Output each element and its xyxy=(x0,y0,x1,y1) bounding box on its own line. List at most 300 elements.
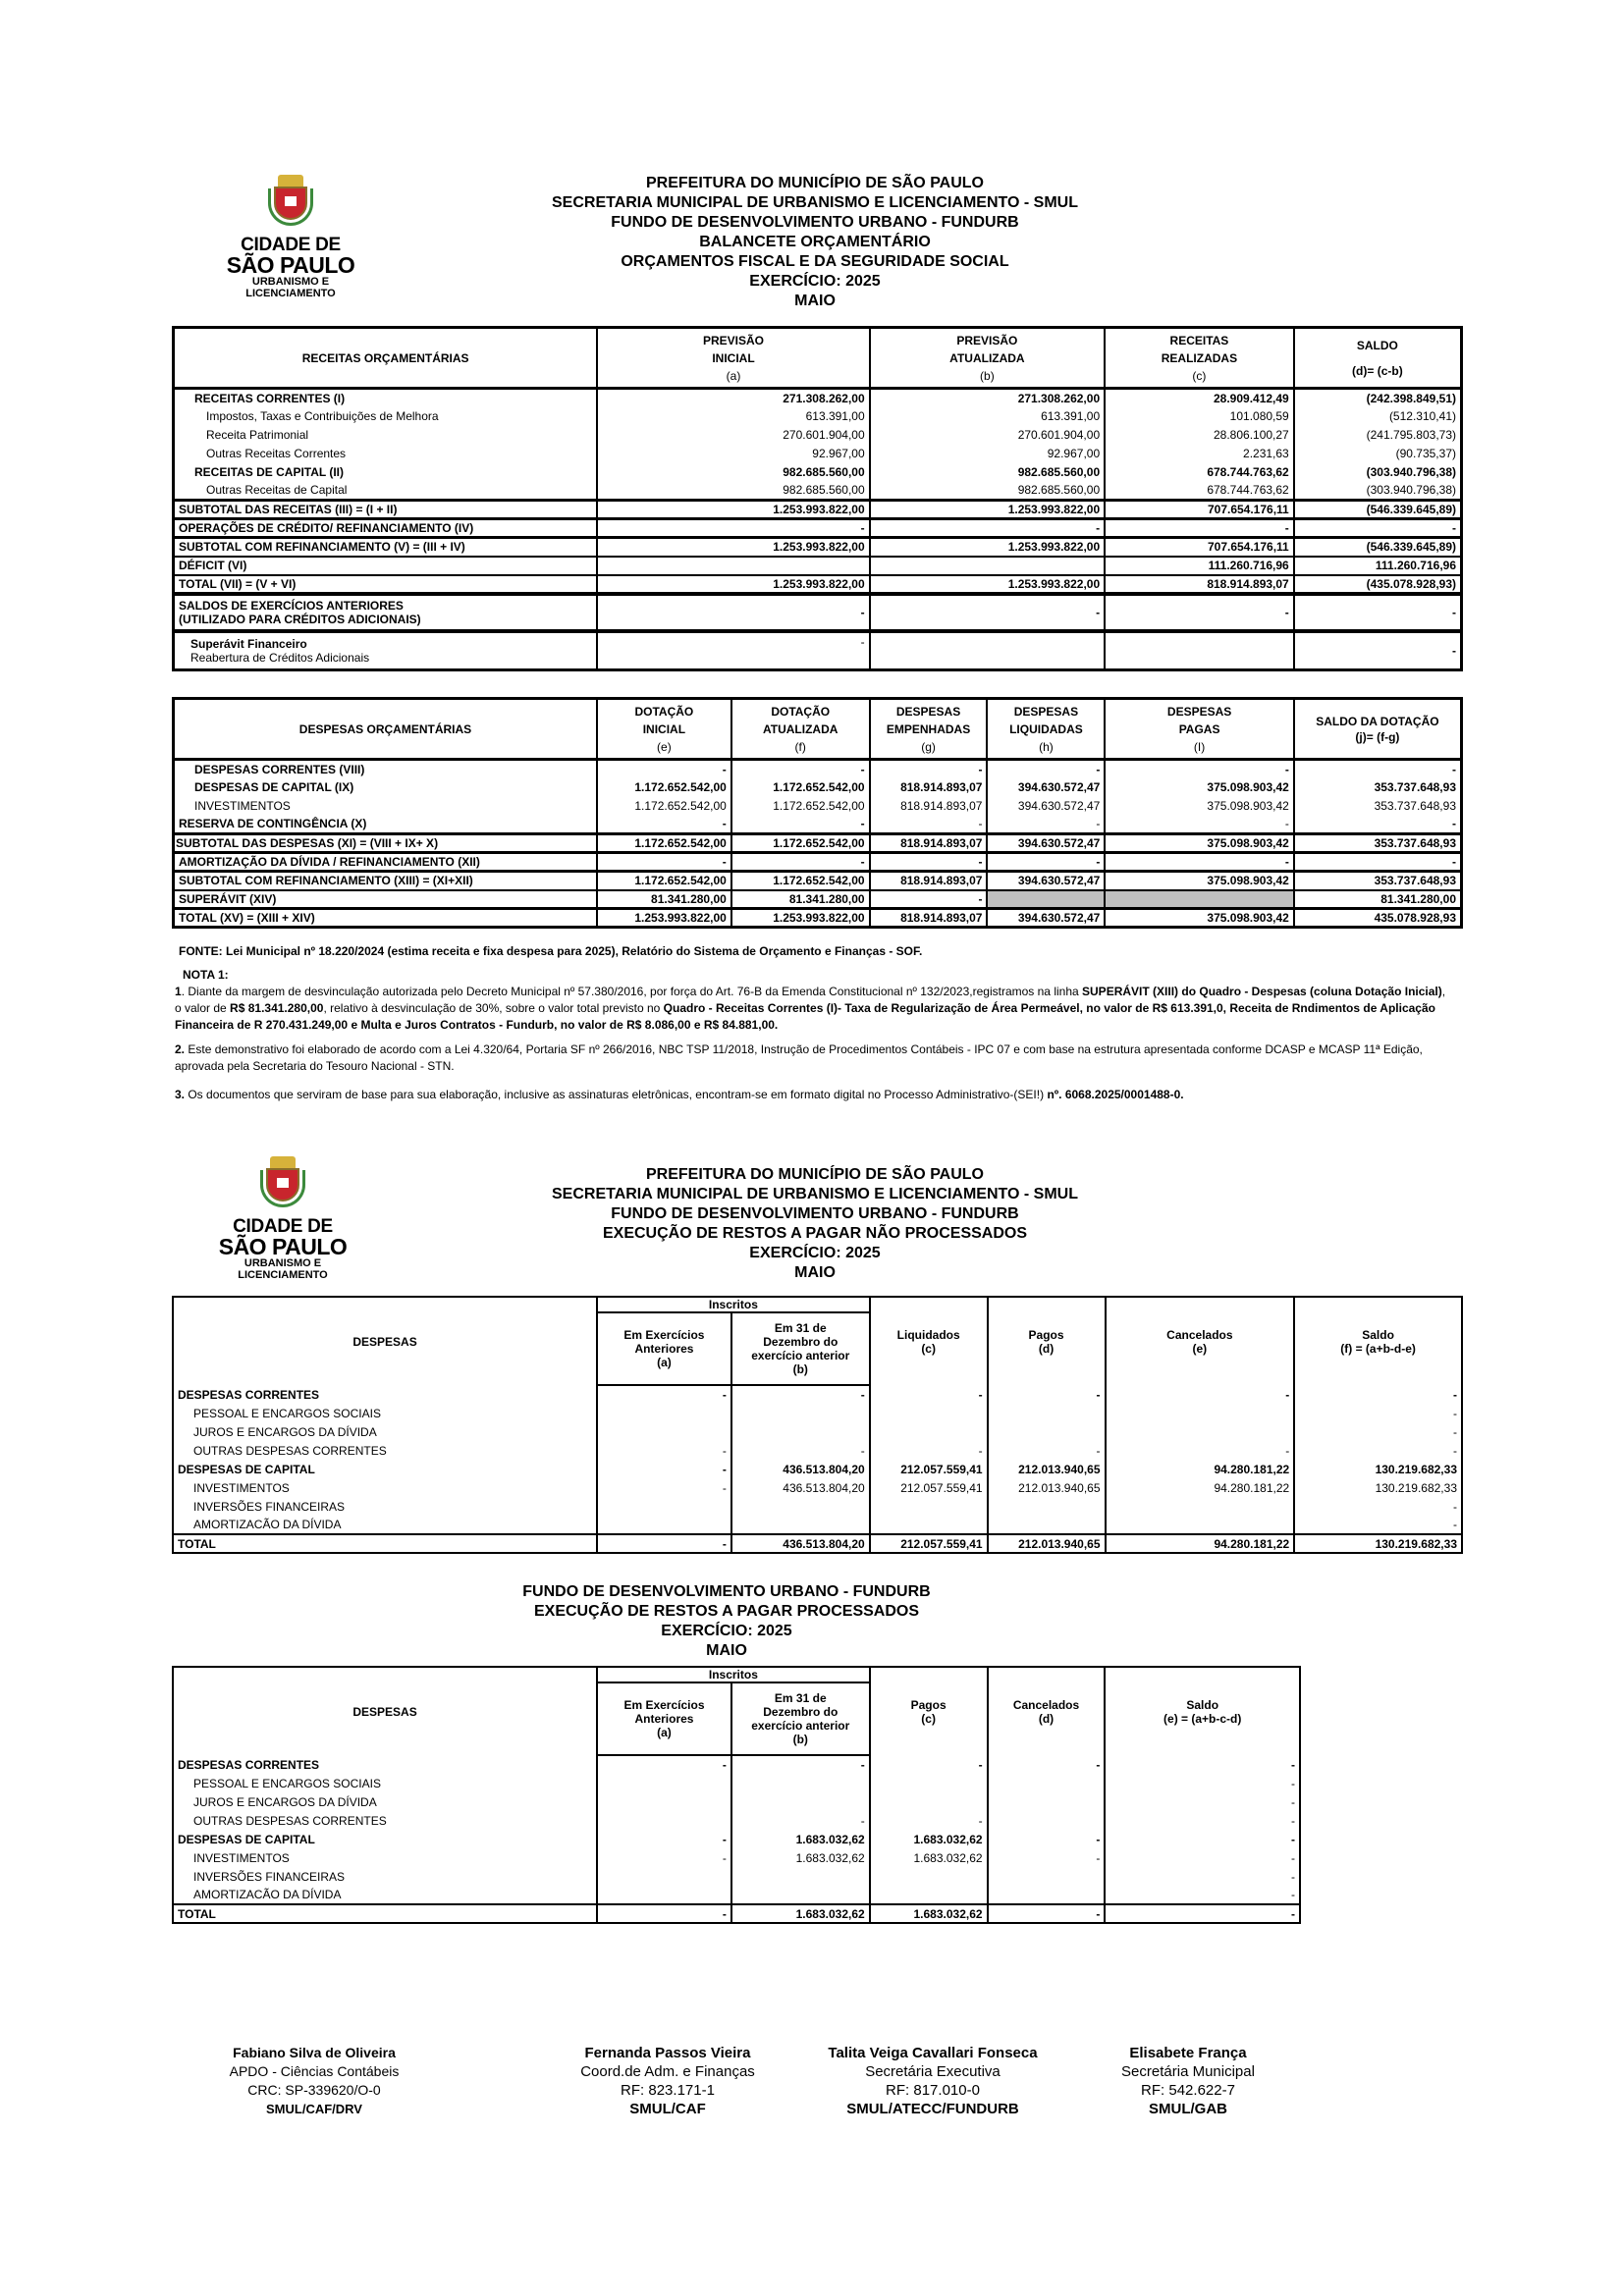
cell-d: (242.398.849,51) xyxy=(1294,389,1462,407)
cell-d: (303.940.796,38) xyxy=(1294,482,1462,501)
cell-c: 212.057.559,41 xyxy=(870,1534,988,1553)
table-row xyxy=(173,1774,1300,1792)
row-label: TOTAL xyxy=(173,1534,597,1553)
cell-c: 2.231,63 xyxy=(1105,445,1294,463)
cell-g: 818.914.893,07 xyxy=(870,909,988,928)
cell-a: - xyxy=(597,1848,731,1867)
col-header-label: RECEITAS ORÇAMENTÁRIAS xyxy=(174,328,598,389)
cell-h: 394.630.572,47 xyxy=(987,872,1105,890)
cell-d: (241.795.803,73) xyxy=(1294,426,1462,445)
cell-a: - xyxy=(597,1460,731,1478)
cell-e: - xyxy=(1105,1830,1300,1848)
cell-d: 111.260.716,96 xyxy=(1294,557,1462,575)
cell-g: 818.914.893,07 xyxy=(870,797,988,816)
table-row xyxy=(173,1460,1462,1478)
note-3: 3. Os documentos que serviram de base para sua elaboração, inclusive as assinaturas eletrônicas, encontram-se em formato digital no Processo Administrativo-(SEI!) nº. 6068.2025/0001488-0. xyxy=(175,1088,1184,1101)
cell-h-shaded xyxy=(987,890,1105,909)
cell-j: 81.341.280,00 xyxy=(1294,890,1462,909)
table-row xyxy=(174,538,1462,557)
table-row xyxy=(174,797,1462,816)
cell-b: - xyxy=(731,1811,870,1830)
row-label: DESPESAS CORRENTES xyxy=(173,1385,597,1404)
cell-g: - xyxy=(870,853,988,872)
signer-unit: SMUL/GAB xyxy=(1149,2101,1227,2117)
cell-a: - xyxy=(597,1830,731,1848)
cell-i: - xyxy=(1105,760,1294,778)
table-row xyxy=(174,834,1462,853)
table-row xyxy=(174,909,1462,928)
cell-a xyxy=(597,1516,731,1534)
logo-line: URBANISMO E xyxy=(243,1257,322,1269)
signer-id: RF: 823.171-1 xyxy=(621,2082,715,2099)
cell-b: 1.253.993.822,00 xyxy=(870,501,1105,519)
row-label: Outras Receitas de Capital xyxy=(174,482,598,501)
coat-of-arms-icon xyxy=(258,1156,307,1215)
col-header-label: DESPESAS ORÇAMENTÁRIAS xyxy=(174,699,597,760)
cell-a: - xyxy=(597,1385,731,1404)
cell-j: 353.737.648,93 xyxy=(1294,872,1462,890)
header-line: EXERCÍCIO: 2025 xyxy=(749,1245,881,1261)
header-line: MAIO xyxy=(706,1642,747,1659)
cell-e: - xyxy=(1105,1867,1300,1886)
cell-c: - xyxy=(870,1441,988,1460)
cell-b: 436.513.804,20 xyxy=(731,1460,870,1478)
table-row xyxy=(173,1478,1462,1497)
cell-c: 101.080,59 xyxy=(1105,407,1294,426)
cell-c: 111.260.716,96 xyxy=(1105,557,1294,575)
table-row xyxy=(173,1830,1300,1848)
cell-d: (303.940.796,38) xyxy=(1294,463,1462,482)
signer-role: Secretária Executiva xyxy=(865,2063,1001,2080)
row-label: JUROS E ENCARGOS DA DÍVIDA xyxy=(173,1792,597,1811)
restos-processados-table xyxy=(172,1666,1301,1924)
cell-b: - xyxy=(731,1441,870,1460)
cell-a: 1.253.993.822,00 xyxy=(597,575,869,594)
row-label: SUBTOTAL COM REFINANCIAMENTO (V) = (III + IV) xyxy=(174,538,598,557)
cell-g: 818.914.893,07 xyxy=(870,872,988,890)
cell-i: 375.098.903,42 xyxy=(1105,909,1294,928)
table-row xyxy=(174,760,1462,778)
row-label: RESERVA DE CONTINGÊNCIA (X) xyxy=(174,816,597,834)
cell-c: 707.654.176,11 xyxy=(1105,538,1294,557)
signer-role: Coord.de Adm. e Finanças xyxy=(580,2063,755,2080)
cell-d: - xyxy=(1294,631,1462,670)
cell-a: - xyxy=(597,1904,731,1923)
col-header-a: PREVISÃO INICIAL (a) xyxy=(597,328,869,389)
col-header-a: Em Exercícios Anteriores (a) xyxy=(597,1312,731,1385)
table-row xyxy=(173,1886,1300,1904)
header-line: EXERCÍCIO: 2025 xyxy=(749,273,881,290)
signature-block xyxy=(1090,2044,1286,2118)
rpp-header xyxy=(403,1582,1051,1661)
row-label: PESSOAL E ENCARGOS SOCIAIS xyxy=(173,1404,597,1422)
cell-e: - xyxy=(597,816,731,834)
cell-a: - xyxy=(597,594,869,631)
cell-f: 130.219.682,33 xyxy=(1294,1534,1462,1553)
row-label: PESSOAL E ENCARGOS SOCIAIS xyxy=(173,1774,597,1792)
cell-g: - xyxy=(870,760,988,778)
col-header-h: DESPESAS LIQUIDADAS (h) xyxy=(987,699,1105,760)
table-row xyxy=(174,778,1462,797)
cell-e: 1.253.993.822,00 xyxy=(597,909,731,928)
cell-d xyxy=(988,1516,1106,1534)
note-2: 2. Este demonstrativo foi elaborado de acordo com a Lei 4.320/64, Portaria SF nº 266/2016, NBC TSP 11/2018, Instrução de Procedimentos Contábeis - IPC 07 e com base na estrutura apresentada conforme DCASP e MCASP 11ª Edição, aprovada pela Secretaria do Tesouro Nacional - STN. xyxy=(175,1042,1423,1073)
cell-c xyxy=(870,1867,988,1886)
col-header-inscritos: Inscritos xyxy=(597,1297,870,1312)
signer-name: Fernanda Passos Vieira xyxy=(584,2045,751,2061)
cell-a xyxy=(597,1792,731,1811)
table-row-superavit-financeiro xyxy=(174,631,1462,670)
table-row xyxy=(174,853,1462,872)
cell-b: 92.967,00 xyxy=(870,445,1105,463)
signer-role: APDO - Ciências Contábeis xyxy=(229,2063,400,2079)
cell-e: 94.280.181,22 xyxy=(1106,1460,1295,1478)
header-line: EXECUÇÃO DE RESTOS A PAGAR PROCESSADOS xyxy=(533,1603,920,1620)
cell-c xyxy=(1105,631,1294,670)
row-label: RECEITAS DE CAPITAL (II) xyxy=(174,463,598,482)
cell-b: 270.601.904,00 xyxy=(870,426,1105,445)
table-header-row xyxy=(173,1667,1300,1682)
col-header-f: Saldo (f) = (a+b-d-e) xyxy=(1294,1297,1462,1385)
cell-a: - xyxy=(597,1441,731,1460)
logo-line: SÃO PAULO xyxy=(226,252,355,278)
signer-name: Elisabete França xyxy=(1129,2045,1247,2061)
cell-j: 435.078.928,93 xyxy=(1294,909,1462,928)
cell-d: 212.013.940,65 xyxy=(988,1534,1106,1553)
cell-d: (90.735,37) xyxy=(1294,445,1462,463)
cell-b: 982.685.560,00 xyxy=(870,463,1105,482)
signer-unit: SMUL/CAF/DRV xyxy=(266,2102,362,2116)
row-label: OUTRAS DESPESAS CORRENTES xyxy=(173,1441,597,1460)
receitas-table xyxy=(172,326,1463,671)
cell-e: - xyxy=(597,853,731,872)
cell-f: - xyxy=(1294,1516,1462,1534)
cell-c xyxy=(870,1497,988,1516)
cell-b: 271.308.262,00 xyxy=(870,389,1105,407)
cell-f: 130.219.682,33 xyxy=(1294,1478,1462,1497)
cell-a: 271.308.262,00 xyxy=(597,389,869,407)
table-row xyxy=(174,557,1462,575)
table-row xyxy=(174,816,1462,834)
row-label: JUROS E ENCARGOS DA DÍVIDA xyxy=(173,1422,597,1441)
row-label: DESPESAS CORRENTES (VIII) xyxy=(174,760,597,778)
cell-c: - xyxy=(1105,594,1294,631)
cell-e: - xyxy=(1105,1792,1300,1811)
col-header-e: Cancelados (e) xyxy=(1106,1297,1295,1385)
table-row xyxy=(174,426,1462,445)
table-row xyxy=(174,389,1462,407)
header-line: MAIO xyxy=(794,1264,836,1281)
cell-c: 707.654.176,11 xyxy=(1105,501,1294,519)
cell-c: 678.744.763,62 xyxy=(1105,482,1294,501)
cell-e: 81.341.280,00 xyxy=(597,890,731,909)
cell-b: 436.513.804,20 xyxy=(731,1534,870,1553)
logo-cidade-sao-paulo xyxy=(222,175,359,299)
cell-d xyxy=(988,1811,1106,1830)
cell-b: - xyxy=(870,519,1105,538)
cell-c: 1.683.032,62 xyxy=(870,1904,988,1923)
logo-line: LICENCIAMENTO xyxy=(245,288,336,299)
cell-b xyxy=(870,631,1105,670)
cell-f: 1.172.652.542,00 xyxy=(731,797,870,816)
cell-d: (512.310,41) xyxy=(1294,407,1462,426)
header-line: ORÇAMENTOS FISCAL E DA SEGURIDADE SOCIAL xyxy=(621,253,1009,270)
cell-h: - xyxy=(987,853,1105,872)
cell-b xyxy=(731,1792,870,1811)
cell-a xyxy=(597,557,869,575)
cell-j: - xyxy=(1294,853,1462,872)
cell-a: 982.685.560,00 xyxy=(597,482,869,501)
cell-f: - xyxy=(1294,1385,1462,1404)
cell-a: 982.685.560,00 xyxy=(597,463,869,482)
col-header-d: Pagos (d) xyxy=(988,1297,1106,1385)
cell-b: 1.683.032,62 xyxy=(731,1848,870,1867)
cell-a: - xyxy=(597,1755,731,1774)
cell-a: - xyxy=(597,1478,731,1497)
cell-h: 394.630.572,47 xyxy=(987,797,1105,816)
table-row xyxy=(174,407,1462,426)
row-label: SUPERÁVIT (XIV) xyxy=(174,890,597,909)
table-row xyxy=(174,890,1462,909)
cell-c: 212.057.559,41 xyxy=(870,1460,988,1478)
cell-a xyxy=(597,1497,731,1516)
col-header-d: SALDO (d)= (c-b) xyxy=(1294,328,1462,389)
row-label: TOTAL (VII) = (V + VI) xyxy=(174,575,598,594)
row-label: RECEITAS CORRENTES (I) xyxy=(174,389,598,407)
col-header-label: DESPESAS xyxy=(173,1297,597,1385)
cell-b: - xyxy=(870,594,1105,631)
col-header-c: RECEITAS REALIZADAS (c) xyxy=(1105,328,1294,389)
table-row xyxy=(174,445,1462,463)
cell-a: 1.253.993.822,00 xyxy=(597,538,869,557)
cell-c: - xyxy=(870,1385,988,1404)
logo-line: CIDADE DE xyxy=(233,1216,333,1237)
row-label: DESPESAS CORRENTES xyxy=(173,1755,597,1774)
signer-id: RF: 817.010-0 xyxy=(886,2082,980,2099)
cell-c xyxy=(870,1422,988,1441)
table-row xyxy=(173,1385,1462,1404)
col-header-a: Em Exercícios Anteriores (a) xyxy=(597,1682,731,1755)
cell-c: - xyxy=(1105,519,1294,538)
cell-g: 818.914.893,07 xyxy=(870,778,988,797)
cell-d xyxy=(988,1792,1106,1811)
cell-i-shaded xyxy=(1105,890,1294,909)
signer-id: CRC: SP-339620/O-0 xyxy=(247,2082,381,2098)
row-label: SUBTOTAL COM REFINANCIAMENTO (XIII) = (XI+XII) xyxy=(174,872,597,890)
cell-d xyxy=(988,1774,1106,1792)
table-row xyxy=(173,1441,1462,1460)
cell-h: - xyxy=(987,760,1105,778)
signer-unit: SMUL/CAF xyxy=(629,2101,706,2117)
row-label: OPERAÇÕES DE CRÉDITO/ REFINANCIAMENTO (IV) xyxy=(174,519,598,538)
logo-line: LICENCIAMENTO xyxy=(238,1269,328,1281)
row-label: Receita Patrimonial xyxy=(174,426,598,445)
cell-e xyxy=(1106,1497,1295,1516)
cell-d: 212.013.940,65 xyxy=(988,1478,1106,1497)
row-label: SUBTOTAL DAS DESPESAS (XI) = (VIII + IX+ X) xyxy=(174,834,597,853)
cell-f: - xyxy=(1294,1404,1462,1422)
cell-b: - xyxy=(731,1755,870,1774)
cell-g: - xyxy=(870,816,988,834)
row-label: AMORTIZACÃO DA DÍVIDA xyxy=(173,1516,597,1534)
table-row xyxy=(174,501,1462,519)
cell-h: - xyxy=(987,816,1105,834)
col-header-e: DOTAÇÃO INICIAL (e) xyxy=(597,699,731,760)
cell-c xyxy=(870,1792,988,1811)
col-header-b: Em 31 de Dezembro do exercício anterior (b) xyxy=(731,1682,870,1755)
cell-f: 1.172.652.542,00 xyxy=(731,778,870,797)
cell-a: - xyxy=(597,519,869,538)
header-line: PREFEITURA DO MUNICÍPIO DE SÃO PAULO xyxy=(645,175,984,191)
cell-b xyxy=(731,1422,870,1441)
row-label: Outras Receitas Correntes xyxy=(174,445,598,463)
cell-b xyxy=(731,1516,870,1534)
cell-b xyxy=(870,557,1105,575)
cell-e: - xyxy=(1105,1774,1300,1792)
cell-b xyxy=(731,1886,870,1904)
cell-d: - xyxy=(988,1904,1106,1923)
header-line: EXERCÍCIO: 2025 xyxy=(661,1623,792,1639)
logo-line: CIDADE DE xyxy=(241,235,341,255)
row-label: AMORTIZAÇÃO DA DÍVIDA / REFINANCIAMENTO (XII) xyxy=(174,853,597,872)
cell-d xyxy=(988,1867,1106,1886)
signature-block xyxy=(795,2044,1070,2118)
cell-i: - xyxy=(1105,816,1294,834)
col-header-b: PREVISÃO ATUALIZADA (b) xyxy=(870,328,1105,389)
cell-h: 394.630.572,47 xyxy=(987,909,1105,928)
balancete-header xyxy=(491,174,1139,311)
cell-c: 678.744.763,62 xyxy=(1105,463,1294,482)
cell-d xyxy=(988,1497,1106,1516)
logo-line: SÃO PAULO xyxy=(218,1234,348,1259)
cell-a xyxy=(597,1867,731,1886)
signer-name: Fabiano Silva de Oliveira xyxy=(233,2045,396,2060)
table-header-row xyxy=(174,328,1462,389)
table-row-total xyxy=(173,1534,1462,1553)
row-label: INVESTIMENTOS xyxy=(173,1478,597,1497)
cell-a xyxy=(597,1774,731,1792)
cell-a xyxy=(597,1422,731,1441)
row-label: INVERSÕES FINANCEIRAS xyxy=(173,1867,597,1886)
col-header-d: Cancelados (d) xyxy=(988,1667,1106,1755)
row-label: SALDOS DE EXERCÍCIOS ANTERIORES (UTILIZADO PARA CRÉDITOS ADICIONAIS) xyxy=(174,594,598,631)
cell-j: 353.737.648,93 xyxy=(1294,778,1462,797)
cell-f: - xyxy=(731,816,870,834)
col-header-b: Em 31 de Dezembro do exercício anterior (b) xyxy=(731,1312,870,1385)
cell-b: 1.683.032,62 xyxy=(731,1904,870,1923)
cell-i: - xyxy=(1105,853,1294,872)
header-line: FUNDO DE DESENVOLVIMENTO URBANO - FUNDURB xyxy=(611,214,1019,231)
cell-d: (546.339.645,89) xyxy=(1294,501,1462,519)
cell-e: 1.172.652.542,00 xyxy=(597,834,731,853)
signature-block xyxy=(550,2044,785,2118)
restos-nao-processados-table xyxy=(172,1296,1463,1554)
cell-d: - xyxy=(988,1385,1106,1404)
cell-b xyxy=(731,1774,870,1792)
cell-c: 1.683.032,62 xyxy=(870,1848,988,1867)
table-row xyxy=(174,482,1462,501)
cell-f: - xyxy=(731,760,870,778)
col-header-inscritos: Inscritos xyxy=(597,1667,870,1682)
cell-a xyxy=(597,1404,731,1422)
cell-e: 1.172.652.542,00 xyxy=(597,797,731,816)
cell-c: - xyxy=(870,1755,988,1774)
cell-c xyxy=(870,1886,988,1904)
signature-block xyxy=(211,2044,417,2118)
cell-a: - xyxy=(597,1534,731,1553)
header-line: PREFEITURA DO MUNICÍPIO DE SÃO PAULO xyxy=(645,1166,984,1183)
row-label: DÉFICIT (VI) xyxy=(174,557,598,575)
col-header-c: Liquidados (c) xyxy=(870,1297,988,1385)
col-header-e: Saldo (e) = (a+b-c-d) xyxy=(1105,1667,1300,1755)
cell-a xyxy=(597,1811,731,1830)
cell-a xyxy=(597,1886,731,1904)
cell-f: - xyxy=(731,853,870,872)
cell-e xyxy=(1106,1516,1295,1534)
cell-a: 270.601.904,00 xyxy=(597,426,869,445)
cell-j: 353.737.648,93 xyxy=(1294,834,1462,853)
cell-c xyxy=(870,1774,988,1792)
table-row xyxy=(173,1792,1300,1811)
cell-j: - xyxy=(1294,816,1462,834)
cell-e: - xyxy=(1106,1385,1295,1404)
row-label: DESPESAS DE CAPITAL (IX) xyxy=(174,778,597,797)
cell-e: - xyxy=(1105,1811,1300,1830)
cell-f: 81.341.280,00 xyxy=(731,890,870,909)
cell-e: - xyxy=(1105,1755,1300,1774)
cell-b xyxy=(731,1497,870,1516)
header-line: EXECUÇÃO DE RESTOS A PAGAR NÃO PROCESSADOS xyxy=(602,1225,1028,1242)
row-label: INVESTIMENTOS xyxy=(174,797,597,816)
signer-role: Secretária Municipal xyxy=(1121,2063,1255,2080)
cell-a: 613.391,00 xyxy=(597,407,869,426)
logo-cidade-sao-paulo xyxy=(214,1156,352,1281)
cell-d: - xyxy=(988,1441,1106,1460)
rpnp-header xyxy=(491,1165,1139,1283)
cell-b xyxy=(731,1867,870,1886)
cell-e xyxy=(1106,1422,1295,1441)
cell-f: 1.172.652.542,00 xyxy=(731,872,870,890)
cell-c: 28.806.100,27 xyxy=(1105,426,1294,445)
cell-d: - xyxy=(988,1830,1106,1848)
cell-d: - xyxy=(988,1755,1106,1774)
cell-g: 818.914.893,07 xyxy=(870,834,988,853)
cell-b: 982.685.560,00 xyxy=(870,482,1105,501)
cell-b: 1.683.032,62 xyxy=(731,1830,870,1848)
cell-d xyxy=(988,1422,1106,1441)
table-row-saldos-anteriores xyxy=(174,594,1462,631)
cell-c: 212.057.559,41 xyxy=(870,1478,988,1497)
header-line: BALANCETE ORÇAMENTÁRIO xyxy=(699,234,931,250)
table-header-row xyxy=(174,699,1462,760)
table-row xyxy=(174,519,1462,538)
cell-c xyxy=(870,1404,988,1422)
table-row xyxy=(173,1516,1462,1534)
row-label: DESPESAS DE CAPITAL xyxy=(173,1460,597,1478)
cell-j: - xyxy=(1294,760,1462,778)
cell-b xyxy=(731,1404,870,1422)
header-line: FUNDO DE DESENVOLVIMENTO URBANO - FUNDURB xyxy=(611,1205,1019,1222)
cell-f: - xyxy=(1294,1422,1462,1441)
logo-line: URBANISMO E xyxy=(251,276,330,288)
cell-f: 1.172.652.542,00 xyxy=(731,834,870,853)
cell-e: 1.172.652.542,00 xyxy=(597,778,731,797)
cell-i: 375.098.903,42 xyxy=(1105,778,1294,797)
coat-of-arms-icon xyxy=(266,175,315,234)
cell-b: 613.391,00 xyxy=(870,407,1105,426)
cell-d: (435.078.928,93) xyxy=(1294,575,1462,594)
cell-c xyxy=(870,1516,988,1534)
